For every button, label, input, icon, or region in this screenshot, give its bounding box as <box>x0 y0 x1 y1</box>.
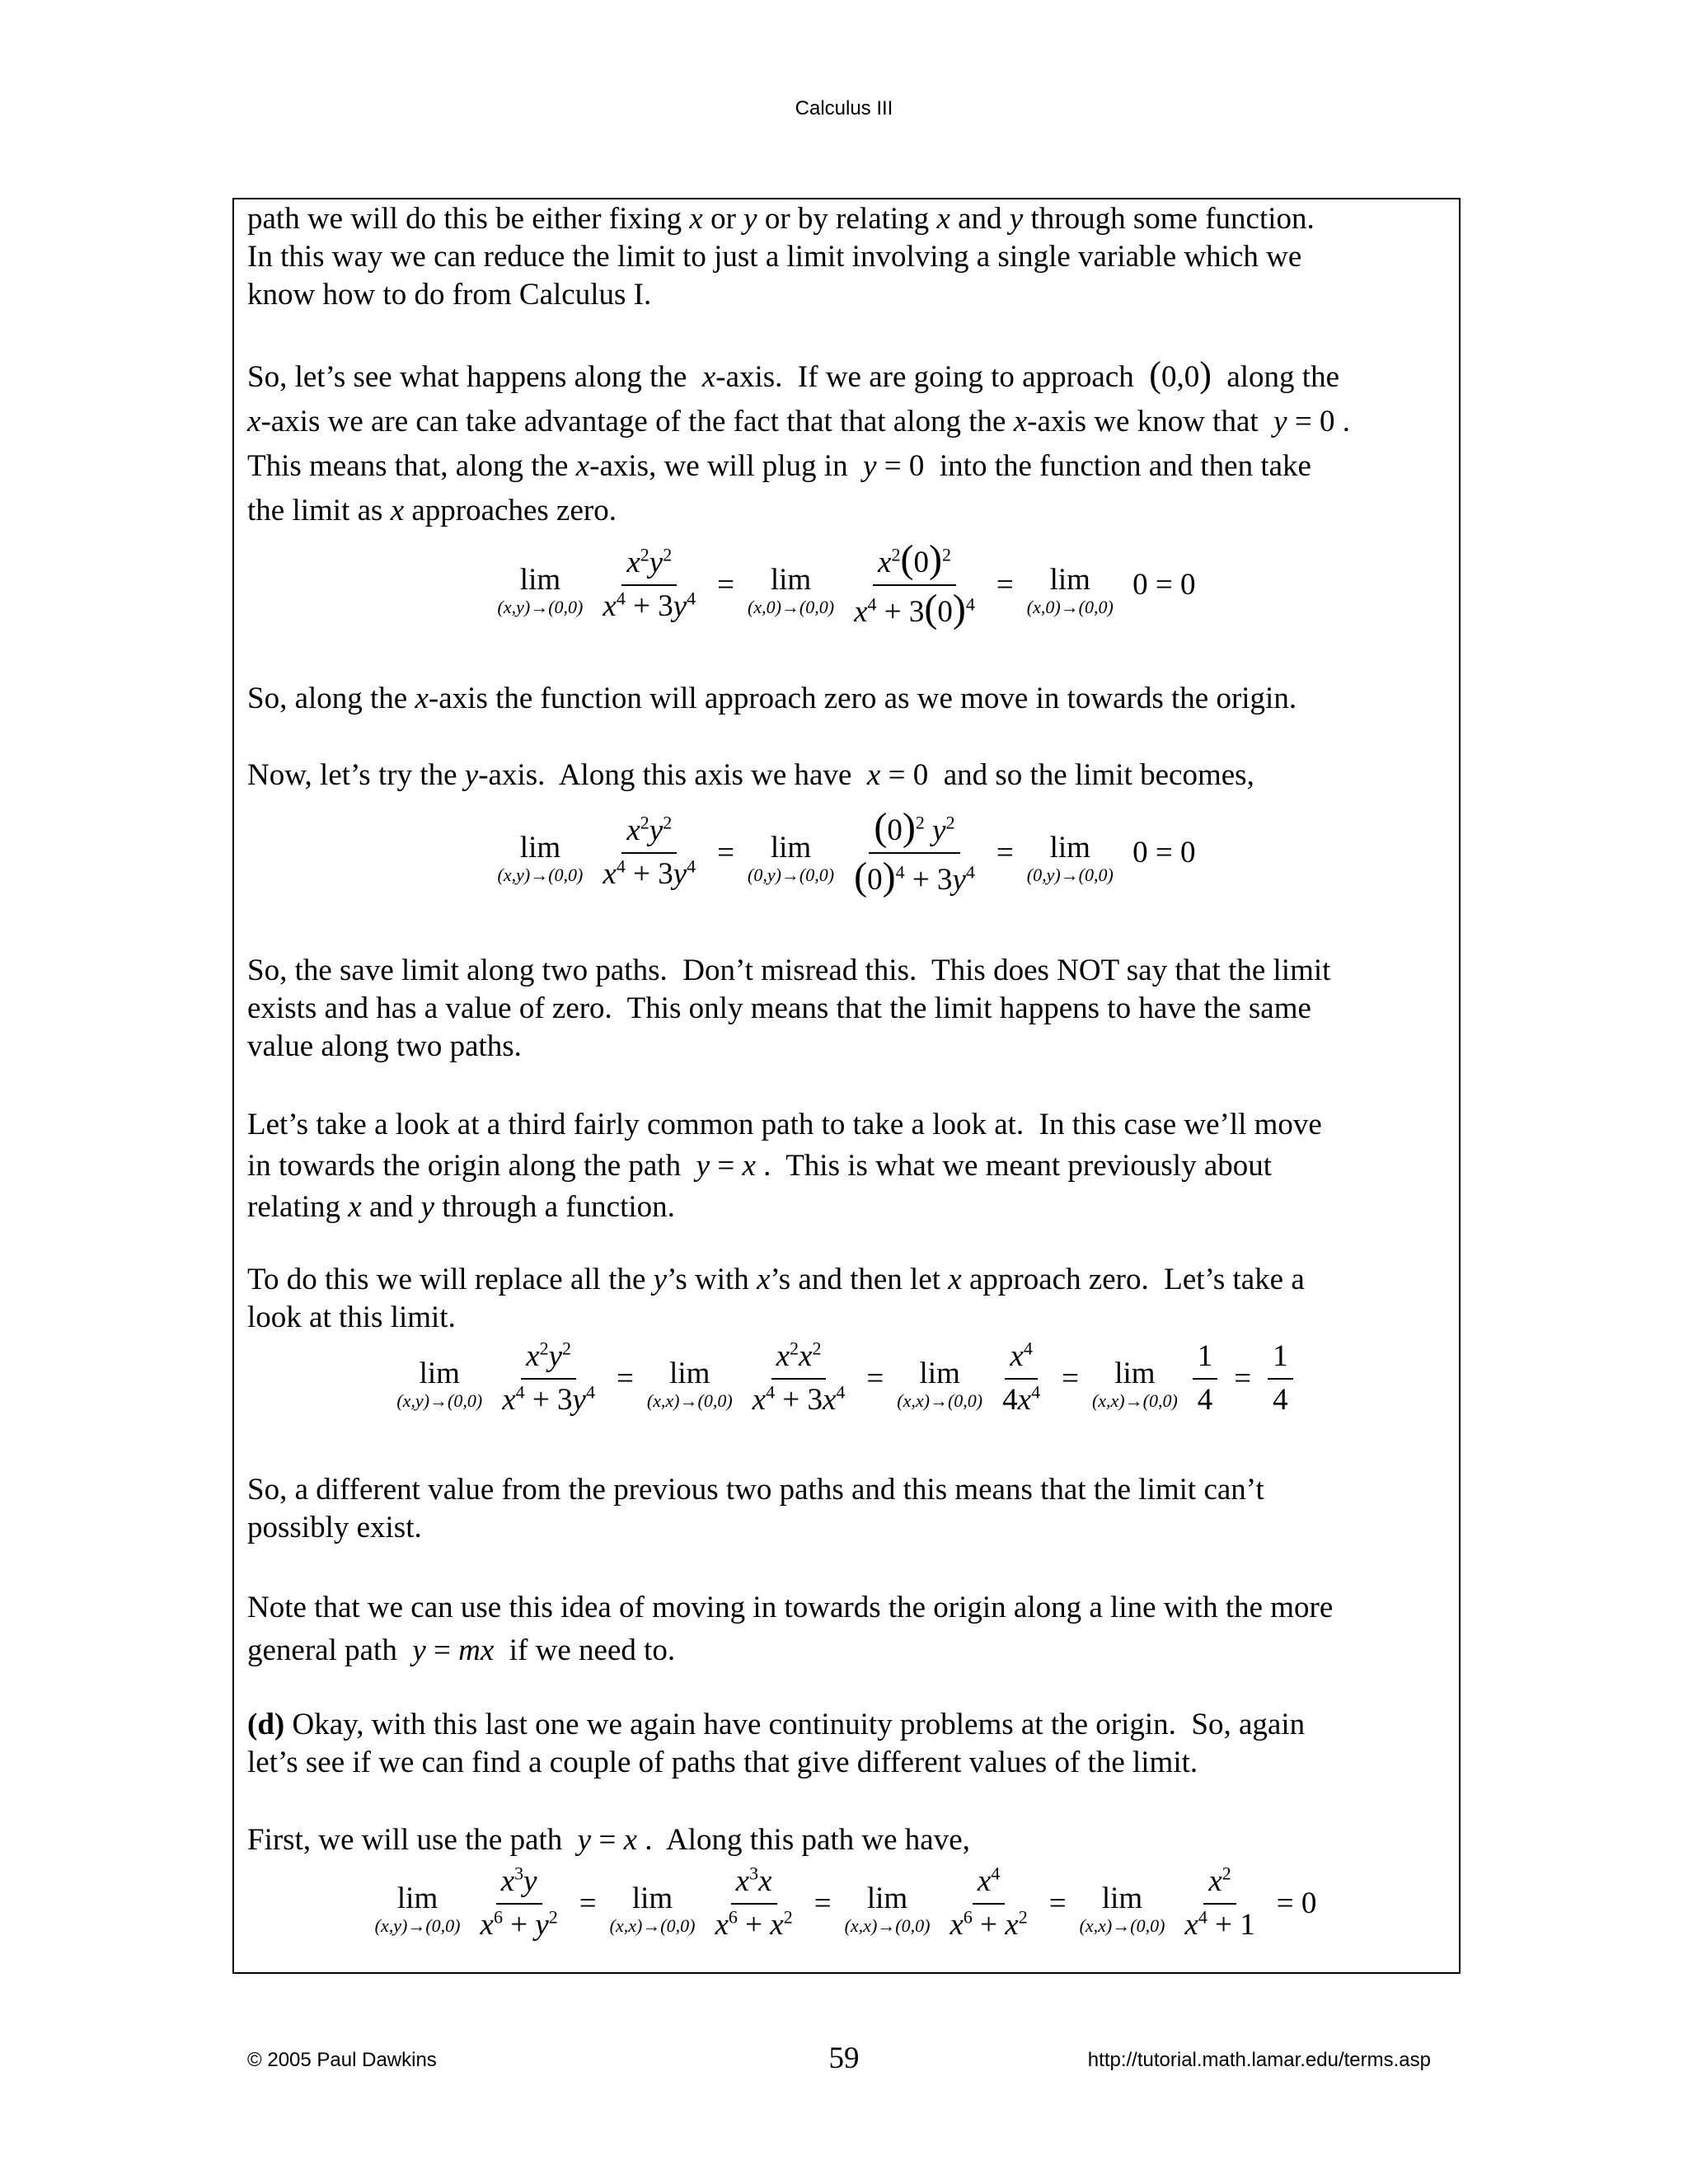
footer-url[interactable]: http://tutorial.math.lamar.edu/terms.asp <box>1087 2049 1431 2071</box>
paragraph-3: So, along the x-axis the function will approach zero as we move in towards the origin. <box>247 682 1297 715</box>
paragraph-9: Note that we can use this idea of moving in towards the origin along a line with the more general path y = mx if we need to. <box>247 1591 1334 1667</box>
equation-3: lim (x,y)→(0,0) $\frac{x^2y^2}{x^4 + 3y^4}$ = lim (x,x)→(0,0) $\frac{x^2x^2}{x^4 + 3x^4}$ = lim (x,x)→(0,0) $\frac{x^4}{4x^4}$ = lim (x,x)→(0,0) $\frac{1}{4}$ = $\frac{1}{4}$ <box>232 1339 1461 1418</box>
paragraph-7: To do this we will replace all the y’s with x’s and then let x approach zero. Let’s take a look at this limit. <box>247 1263 1305 1334</box>
equation-1: lim (x,y)→(0,0) $\frac{x^2y^2}{x^4 + 3y^4}$ = lim (x,0)→(0,0) $\frac{x^2(0)^2}{x^4 + 3(0)^4}$ = lim (x,0)→(0,0) 0 = 0 <box>497 537 1196 630</box>
equation-2: lim (x,y)→(0,0) $\frac{x^2y^2}{x^4 + 3y^4}$ = lim (0,y)→(0,0) $\frac{(0)^2 y^2}{(0)^4 + 3y^4}$ = lim (0,y)→(0,0) 0 = 0 <box>497 805 1196 898</box>
paragraph-8: So, a different value from the previous two paths and this means that the limit can’t possibly exist. <box>247 1473 1264 1544</box>
page-number: 59 <box>828 2041 860 2075</box>
paragraph-4: Now, let’s try the y-axis. Along this axis we have x = 0 and so the limit becomes, <box>247 758 1254 792</box>
paragraph-11: First, we will use the path y = x . Along this path we have, <box>247 1823 970 1857</box>
paragraph-10: (d) Okay, with this last one we again have continuity problems at the origin. So, again let’s see if we can find a couple of paths that give different values of the limit. <box>247 1708 1306 1779</box>
paragraph-1: path we will do this be either fixing x or y or by relating x and y through some function. In this way we can reduce the limit to just a limit involving a single variable which we know how to do from Calculus I. <box>247 202 1315 312</box>
paragraph-5: So, the save limit along two paths. Don’t misread this. This does NOT say that the limit exists and has a value of zero. This only means that the limit happens to have the same value along two paths. <box>247 954 1331 1063</box>
footer-copyright: © 2005 Paul Dawkins <box>247 2049 437 2071</box>
equation-4: lim (x,y)→(0,0) $\frac{x^3y}{x^6 + y^2}$ = lim (x,x)→(0,0) $\frac{x^3x}{x^6 + x^2}$ = lim (x,x)→(0,0) $\frac{x^4}{x^6 + x^2}$ = lim (x,x)→(0,0) $\frac{x^2}{x^4 + 1}$ = 0 <box>374 1863 1317 1942</box>
page-header-title: Calculus III <box>795 97 893 120</box>
paragraph-6: Let’s take a look at a third fairly common path to take a look at. In this case we’ll move in towards the origin along the path y = x . This is what we meant previously about relating x and y through a function. <box>247 1108 1322 1224</box>
paragraph-2: So, let’s see what happens along the x-axis. If we are going to approach (0,0) along the x-axis we are can take advantage of the fact that that along the x-axis we know that y = 0 . This means that, along the x-axis, we will plug in y = 0 into the function and then take the limit as x approaches zero. <box>247 354 1350 527</box>
